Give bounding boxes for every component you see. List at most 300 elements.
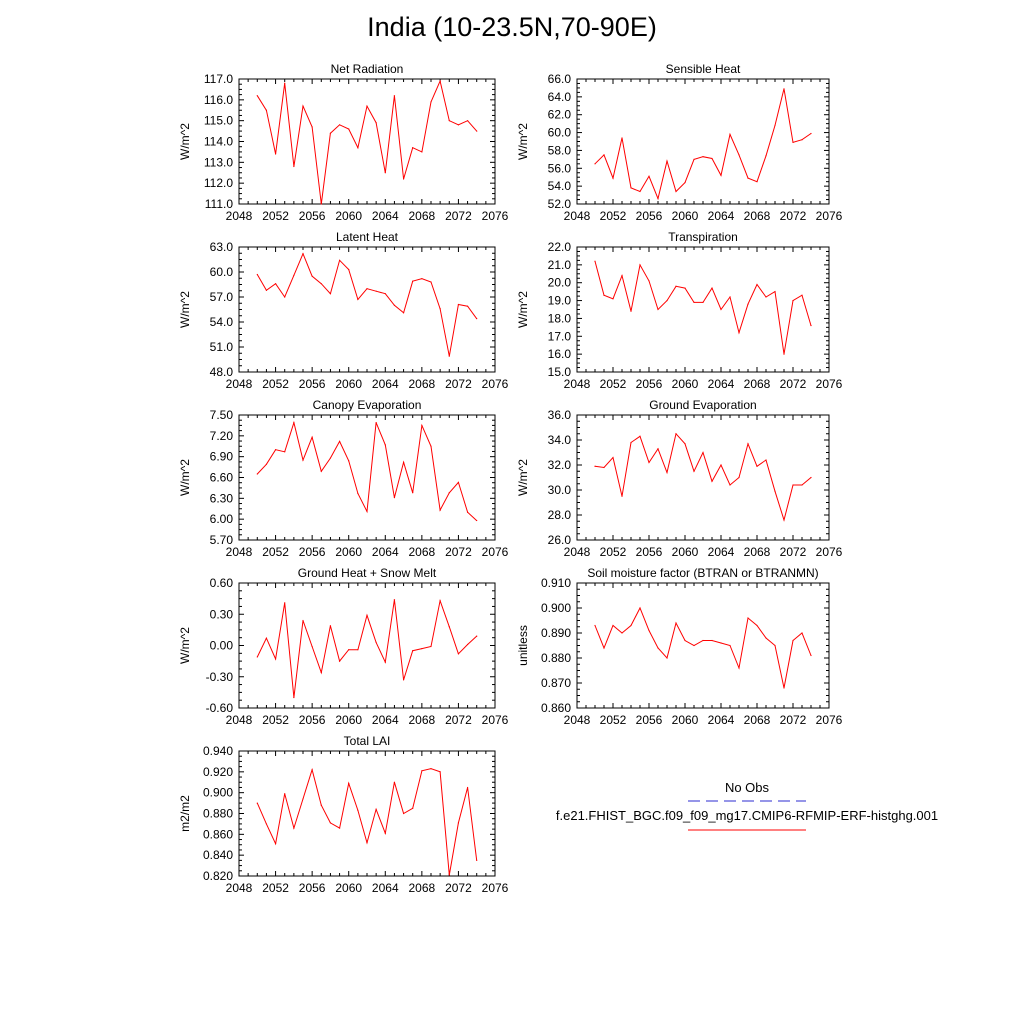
- data-point: [792, 142, 793, 143]
- data-point: [339, 124, 340, 125]
- data-point: [430, 101, 431, 102]
- x-tick-label: 2064: [707, 545, 735, 559]
- chart-panel-6: [516, 398, 843, 559]
- x-tick-label: 2068: [743, 713, 771, 727]
- x-tick-label: 2060: [335, 209, 363, 223]
- x-tick-label: 2048: [563, 377, 591, 391]
- data-point: [293, 166, 294, 167]
- data-point: [810, 655, 811, 656]
- data-point: [684, 182, 685, 183]
- data-point: [612, 457, 613, 458]
- data-point: [702, 452, 703, 453]
- data-point: [330, 133, 331, 134]
- data-point: [594, 466, 595, 467]
- x-tick-label: 2076: [815, 209, 843, 223]
- data-point: [675, 286, 676, 287]
- data-point: [275, 283, 276, 284]
- data-point: [330, 457, 331, 458]
- x-tick-label: 2072: [779, 545, 807, 559]
- data-point: [711, 287, 712, 288]
- data-point: [430, 768, 431, 769]
- data-point: [348, 649, 349, 650]
- data-point: [421, 278, 422, 279]
- data-point: [385, 833, 386, 834]
- series-line: [595, 608, 811, 688]
- y-tick-label: 36.0: [547, 408, 571, 422]
- data-point: [421, 770, 422, 771]
- x-tick-label: 2060: [671, 545, 699, 559]
- y-tick-label: -0.60: [205, 701, 233, 715]
- data-point: [630, 442, 631, 443]
- y-tick-label: 114.0: [203, 134, 233, 149]
- data-point: [357, 147, 358, 148]
- y-tick-label: 21.0: [547, 257, 571, 272]
- data-point: [421, 151, 422, 152]
- x-tick-label: 2056: [298, 881, 326, 895]
- plot-frame: [239, 415, 495, 540]
- data-point: [476, 636, 477, 637]
- data-point: [430, 646, 431, 647]
- chart-panel-2: [516, 62, 843, 223]
- data-point: [738, 667, 739, 668]
- data-point: [348, 128, 349, 129]
- data-point: [403, 178, 404, 179]
- y-tick-label: 28.0: [547, 508, 571, 522]
- x-tick-label: 2076: [481, 713, 509, 727]
- data-point: [747, 304, 748, 305]
- data-point: [666, 657, 667, 658]
- data-point: [476, 860, 477, 861]
- data-point: [275, 658, 276, 659]
- y-tick-label: 60.0: [547, 125, 571, 140]
- data-point: [594, 625, 595, 626]
- plot-frame: [577, 583, 829, 708]
- data-point: [666, 300, 667, 301]
- x-tick-label: 2052: [262, 713, 289, 727]
- data-point: [321, 203, 322, 204]
- data-point: [458, 124, 459, 125]
- y-tick-label: 7.50: [209, 408, 233, 422]
- panel-title: Total LAI: [343, 734, 391, 748]
- data-point: [403, 679, 404, 680]
- data-point: [810, 477, 811, 478]
- x-tick-label: 2072: [445, 545, 472, 559]
- data-point: [440, 600, 441, 601]
- x-tick-label: 2060: [335, 713, 363, 727]
- y-tick-label: 54.0: [547, 179, 571, 194]
- data-point: [394, 497, 395, 498]
- y-tick-label: 0.840: [202, 848, 233, 863]
- data-point: [747, 617, 748, 618]
- data-point: [412, 492, 413, 493]
- data-point: [729, 134, 730, 135]
- data-point: [394, 599, 395, 600]
- data-point: [711, 158, 712, 159]
- data-point: [266, 290, 267, 291]
- data-point: [403, 813, 404, 814]
- data-point: [675, 433, 676, 434]
- data-point: [783, 687, 784, 688]
- data-point: [729, 484, 730, 485]
- data-point: [774, 491, 775, 492]
- data-point: [783, 88, 784, 89]
- x-tick-label: 2048: [563, 713, 591, 727]
- chart-panel-5: [178, 398, 509, 559]
- x-tick-label: 2068: [743, 377, 771, 391]
- data-point: [376, 291, 377, 292]
- data-point: [312, 769, 313, 770]
- data-point: [366, 842, 367, 843]
- data-point: [467, 644, 468, 645]
- y-tick-label: 0.820: [202, 869, 233, 883]
- y-tick-label: 64.0: [547, 89, 571, 104]
- data-point: [284, 296, 285, 297]
- data-point: [321, 805, 322, 806]
- data-point: [738, 477, 739, 478]
- data-point: [440, 80, 441, 81]
- data-point: [467, 120, 468, 121]
- x-tick-label: 2060: [335, 377, 363, 391]
- data-point: [603, 467, 604, 468]
- y-tick-label: 6.60: [209, 470, 233, 485]
- data-point: [666, 472, 667, 473]
- data-point: [366, 105, 367, 106]
- data-point: [440, 510, 441, 511]
- data-point: [266, 638, 267, 639]
- y-tick-label: 117.0: [203, 72, 233, 86]
- data-point: [476, 318, 477, 319]
- chart-panel-3: [178, 230, 509, 391]
- data-point: [385, 662, 386, 663]
- data-point: [440, 308, 441, 309]
- y-tick-label: 58.0: [547, 143, 571, 158]
- data-point: [385, 293, 386, 294]
- data-point: [603, 647, 604, 648]
- y-tick-label: 0.860: [540, 701, 571, 715]
- y-tick-label: 18.0: [547, 311, 571, 326]
- x-tick-label: 2052: [262, 545, 289, 559]
- x-tick-label: 2060: [671, 377, 699, 391]
- x-tick-label: 2056: [298, 545, 326, 559]
- x-tick-label: 2076: [481, 545, 509, 559]
- data-point: [756, 284, 757, 285]
- data-point: [774, 291, 775, 292]
- data-point: [394, 95, 395, 96]
- data-point: [693, 471, 694, 472]
- x-tick-label: 2068: [743, 545, 771, 559]
- data-point: [693, 159, 694, 160]
- y-tick-label: 0.890: [540, 626, 571, 640]
- data-point: [639, 607, 640, 608]
- data-point: [330, 293, 331, 294]
- y-tick-label: 0.860: [202, 827, 233, 842]
- data-point: [630, 625, 631, 626]
- data-point: [293, 827, 294, 828]
- data-point: [321, 471, 322, 472]
- x-tick-label: 2076: [481, 377, 509, 391]
- data-point: [458, 304, 459, 305]
- data-point: [302, 105, 303, 106]
- y-tick-label: 0.940: [202, 744, 233, 758]
- data-point: [385, 172, 386, 173]
- data-point: [266, 110, 267, 111]
- data-point: [421, 425, 422, 426]
- x-tick-label: 2052: [599, 377, 627, 391]
- x-tick-label: 2072: [445, 209, 472, 223]
- data-point: [403, 462, 404, 463]
- data-point: [348, 783, 349, 784]
- x-tick-label: 2076: [815, 377, 843, 391]
- data-point: [284, 793, 285, 794]
- data-point: [657, 309, 658, 310]
- x-tick-label: 2076: [815, 545, 843, 559]
- y-axis-label: W/m^2: [516, 291, 530, 328]
- data-point: [702, 640, 703, 641]
- x-tick-label: 2052: [599, 713, 627, 727]
- x-tick-label: 2076: [815, 713, 843, 727]
- y-tick-label: 112.0: [203, 176, 233, 191]
- panel-title: Latent Heat: [335, 230, 399, 244]
- series-line: [257, 600, 476, 698]
- chart-panel-4: [516, 230, 843, 391]
- data-point: [357, 810, 358, 811]
- x-tick-label: 2056: [298, 377, 326, 391]
- x-tick-label: 2064: [707, 713, 735, 727]
- data-point: [675, 191, 676, 192]
- x-tick-label: 2068: [408, 881, 436, 895]
- data-point: [467, 306, 468, 307]
- data-point: [612, 298, 613, 299]
- data-point: [765, 637, 766, 638]
- data-point: [603, 154, 604, 155]
- data-point: [293, 275, 294, 276]
- data-point: [675, 622, 676, 623]
- data-point: [275, 449, 276, 450]
- data-point: [657, 198, 658, 199]
- data-point: [774, 645, 775, 646]
- series-line: [257, 254, 476, 357]
- data-point: [312, 437, 313, 438]
- y-tick-label: 7.20: [209, 428, 233, 443]
- data-point: [648, 176, 649, 177]
- data-point: [810, 325, 811, 326]
- data-point: [648, 630, 649, 631]
- x-tick-label: 2048: [225, 377, 253, 391]
- data-point: [293, 697, 294, 698]
- data-point: [312, 126, 313, 127]
- data-point: [765, 296, 766, 297]
- data-point: [330, 822, 331, 823]
- data-point: [621, 137, 622, 138]
- data-point: [756, 181, 757, 182]
- data-point: [711, 640, 712, 641]
- data-point: [357, 649, 358, 650]
- y-axis-label: m2/m2: [178, 795, 192, 832]
- x-tick-label: 2064: [371, 881, 399, 895]
- y-tick-label: 0.900: [202, 785, 233, 800]
- data-point: [702, 302, 703, 303]
- data-point: [449, 492, 450, 493]
- data-point: [476, 130, 477, 131]
- data-point: [284, 83, 285, 84]
- panel-title: Ground Heat + Snow Melt: [297, 566, 437, 580]
- data-point: [684, 287, 685, 288]
- data-point: [648, 462, 649, 463]
- data-point: [792, 484, 793, 485]
- series-line: [595, 89, 811, 199]
- x-tick-label: 2064: [707, 377, 735, 391]
- data-point: [630, 311, 631, 312]
- data-point: [412, 808, 413, 809]
- panel-title: Transpiration: [668, 230, 738, 244]
- data-point: [412, 281, 413, 282]
- data-point: [403, 312, 404, 313]
- y-tick-label: 0.920: [202, 764, 233, 779]
- data-point: [630, 187, 631, 188]
- data-point: [621, 496, 622, 497]
- data-point: [765, 155, 766, 156]
- data-point: [738, 154, 739, 155]
- x-tick-label: 2052: [599, 545, 627, 559]
- x-tick-label: 2068: [408, 545, 436, 559]
- data-point: [639, 191, 640, 192]
- data-point: [648, 280, 649, 281]
- chart-panels: [178, 62, 843, 895]
- y-axis-label: W/m^2: [516, 123, 530, 160]
- y-tick-label: 57.0: [209, 290, 233, 304]
- y-axis-label: W/m^2: [178, 627, 192, 664]
- x-tick-label: 2056: [635, 713, 663, 727]
- data-point: [774, 125, 775, 126]
- y-tick-label: 56.0: [547, 161, 571, 176]
- x-tick-label: 2064: [371, 545, 399, 559]
- y-tick-label: 6.90: [209, 449, 233, 464]
- data-point: [366, 288, 367, 289]
- data-point: [711, 481, 712, 482]
- series-line: [257, 81, 476, 204]
- data-point: [284, 451, 285, 452]
- data-point: [621, 275, 622, 276]
- y-tick-label: 115.0: [203, 113, 233, 128]
- y-tick-label: 32.0: [547, 458, 571, 472]
- data-point: [275, 843, 276, 844]
- data-point: [612, 178, 613, 179]
- x-tick-label: 2068: [408, 209, 436, 223]
- data-point: [476, 520, 477, 521]
- y-axis-label: W/m^2: [178, 459, 192, 496]
- x-tick-label: 2060: [671, 209, 699, 223]
- y-tick-label: 0.30: [209, 607, 233, 622]
- data-point: [458, 653, 459, 654]
- data-point: [266, 823, 267, 824]
- data-point: [747, 443, 748, 444]
- y-tick-label: 19.0: [547, 293, 571, 308]
- data-point: [275, 153, 276, 154]
- y-tick-label: 0.880: [540, 651, 571, 665]
- data-point: [321, 672, 322, 673]
- panel-title: Net Radiation: [330, 62, 404, 76]
- y-tick-label: 0.00: [209, 638, 233, 653]
- data-point: [792, 300, 793, 301]
- y-axis-label: unitless: [516, 625, 530, 666]
- plot-frame: [239, 751, 495, 876]
- data-point: [657, 647, 658, 648]
- y-tick-label: 0.880: [202, 806, 233, 821]
- x-tick-label: 2072: [445, 713, 472, 727]
- x-tick-label: 2072: [445, 881, 472, 895]
- data-point: [312, 646, 313, 647]
- y-tick-label: 0.910: [540, 576, 571, 590]
- data-point: [657, 448, 658, 449]
- data-point: [702, 156, 703, 157]
- data-point: [376, 422, 377, 423]
- y-tick-label: 63.0: [209, 240, 233, 254]
- x-tick-label: 2052: [599, 209, 627, 223]
- series-line: [595, 261, 811, 354]
- data-point: [440, 771, 441, 772]
- x-tick-label: 2056: [298, 209, 326, 223]
- figure-title: India (10-23.5N,70-90E): [367, 12, 657, 42]
- data-point: [385, 444, 386, 445]
- x-tick-label: 2060: [671, 713, 699, 727]
- y-tick-label: 62.0: [547, 107, 571, 122]
- x-tick-label: 2048: [563, 209, 591, 223]
- x-tick-label: 2056: [635, 209, 663, 223]
- data-point: [693, 302, 694, 303]
- data-point: [747, 178, 748, 179]
- data-point: [810, 133, 811, 134]
- data-point: [430, 281, 431, 282]
- data-point: [603, 295, 604, 296]
- x-tick-label: 2056: [635, 545, 663, 559]
- x-tick-label: 2072: [779, 713, 807, 727]
- x-tick-label: 2068: [743, 209, 771, 223]
- data-point: [321, 283, 322, 284]
- y-tick-label: 22.0: [547, 240, 571, 254]
- plot-frame: [239, 247, 495, 372]
- y-tick-label: 34.0: [547, 433, 571, 447]
- y-tick-label: 17.0: [547, 329, 571, 344]
- x-tick-label: 2048: [225, 881, 253, 895]
- x-tick-label: 2056: [298, 713, 326, 727]
- data-point: [666, 161, 667, 162]
- y-tick-label: 48.0: [209, 365, 233, 379]
- legend-model-label: f.e21.FHIST_BGC.f09_f09_mg17.CMIP6-RFMIP-ERF-histghg.001: [555, 808, 939, 823]
- panel-title: Canopy Evaporation: [312, 398, 422, 412]
- data-point: [366, 511, 367, 512]
- x-tick-label: 2060: [335, 881, 363, 895]
- x-tick-label: 2076: [481, 881, 509, 895]
- x-tick-label: 2048: [225, 713, 253, 727]
- data-point: [412, 147, 413, 148]
- data-point: [293, 422, 294, 423]
- data-point: [357, 493, 358, 494]
- x-tick-label: 2064: [371, 209, 399, 223]
- data-point: [801, 484, 802, 485]
- data-point: [684, 640, 685, 641]
- y-tick-label: 26.0: [547, 533, 571, 547]
- data-point: [257, 95, 258, 96]
- x-tick-label: 2076: [481, 209, 509, 223]
- y-tick-label: 20.0: [547, 275, 571, 290]
- y-tick-label: 5.70: [209, 533, 233, 547]
- data-point: [449, 626, 450, 627]
- x-tick-label: 2064: [371, 713, 399, 727]
- data-point: [339, 260, 340, 261]
- chart-panel-7: [178, 566, 509, 727]
- x-tick-label: 2072: [445, 377, 472, 391]
- data-point: [312, 276, 313, 277]
